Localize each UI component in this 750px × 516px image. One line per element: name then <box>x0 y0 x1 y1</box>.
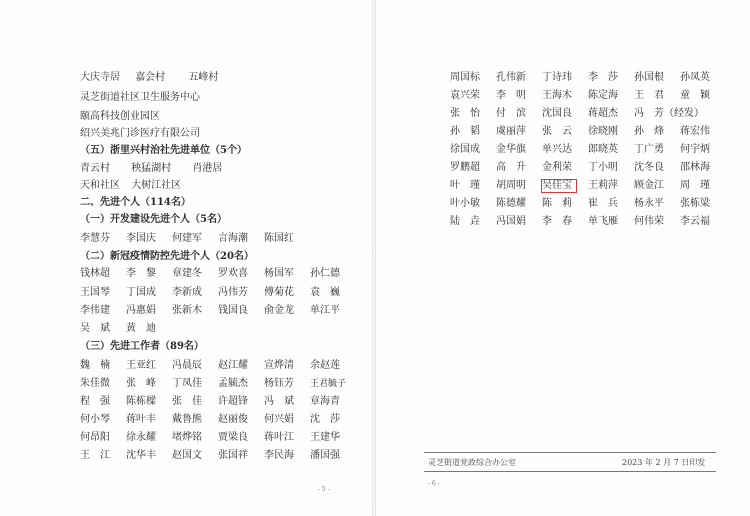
person-name: 郎晓英 <box>588 144 618 155</box>
person-name: 何兴娟 <box>264 414 294 425</box>
highlighted-name: 吴佳宝 <box>542 180 576 192</box>
person-name: 张 云 <box>542 126 572 137</box>
person-name: 张 佳 <box>172 396 202 407</box>
village: 嘉会村 <box>135 72 166 83</box>
person-name: 李云福 <box>680 216 710 227</box>
unit: 秧猛湖村 <box>131 163 172 174</box>
names-row <box>80 323 172 335</box>
person-name: 蒋超杰 <box>588 108 618 119</box>
names-row <box>450 144 726 156</box>
names-row <box>80 432 356 444</box>
unit: 肖港居 <box>192 163 223 174</box>
page-number: - 6 - <box>428 480 440 487</box>
person-name: 崔 兵 <box>588 198 618 209</box>
names-row <box>80 450 356 462</box>
person-name: 李新成 <box>172 287 202 298</box>
names-row <box>80 268 356 280</box>
person-name: 王海木 <box>542 90 572 101</box>
names-row <box>80 378 356 390</box>
person-name: 张国祥 <box>218 450 248 461</box>
person-name: 顾金江 <box>634 180 664 191</box>
person-name: 余赵莲 <box>310 360 340 371</box>
org-line: 绍兴美兆门诊医疗有限公司 <box>80 128 200 139</box>
names-row <box>450 180 726 192</box>
person-name: 潘国强 <box>310 450 340 461</box>
names-row <box>80 360 356 372</box>
person-name: 孟毓杰 <box>218 378 248 389</box>
person-name: 陈 莉 <box>542 198 572 209</box>
names-row <box>450 72 726 84</box>
person-name: 何小琴 <box>80 414 110 425</box>
person-name: 徐国成 <box>450 144 480 155</box>
person-name: 冯伟芳 <box>218 287 248 298</box>
person-name: 杨国军 <box>264 268 294 279</box>
person-name: 沈 莎 <box>310 414 340 425</box>
person-name: 袁 巍 <box>310 287 340 298</box>
person-name: 周 瑾 <box>680 180 710 191</box>
person-name: 傅菊花 <box>264 287 294 298</box>
left-page <box>0 0 370 516</box>
person-name: 孙凤英 <box>680 72 710 83</box>
names-row <box>80 396 356 408</box>
person-name: 李民海 <box>264 450 294 461</box>
names-row <box>80 287 356 299</box>
section-heading: （五）浙里兴村治社先进单位（5个） <box>80 145 247 156</box>
person-name: 杨永平 <box>634 198 664 209</box>
names-row <box>450 126 726 138</box>
person-name: 蒋宏伟 <box>680 126 710 137</box>
person-name: 钱国良 <box>218 305 248 316</box>
person-name: 陈国红 <box>264 233 294 244</box>
person-name: 冯 斌 <box>264 396 294 407</box>
person-name: 冯晨辰 <box>172 360 202 371</box>
person-name: 陆 垚 <box>450 216 480 227</box>
person-name: 贾梁良 <box>218 432 248 443</box>
unit: 青云村 <box>80 163 110 174</box>
person-name: 冯 芳（经发） <box>634 108 704 119</box>
person-name: 宣烨清 <box>264 360 294 371</box>
person-name: 丁诗玮 <box>542 72 572 83</box>
person-name: 冯惠娟 <box>126 305 156 316</box>
names-row <box>450 216 726 228</box>
person-name: 罗欢喜 <box>218 268 248 279</box>
names-row <box>80 414 356 426</box>
names-row <box>450 108 704 120</box>
person-name: 孔伟新 <box>496 72 526 83</box>
person-name: 王 君 <box>634 90 664 101</box>
person-name: 许超锋 <box>218 396 248 407</box>
units-row <box>80 180 181 192</box>
person-name: 言海潮 <box>218 233 248 244</box>
person-name: 魏 楠 <box>80 360 110 371</box>
section-heading: 二、先进个人（114名） <box>80 197 191 208</box>
names-row <box>450 90 726 102</box>
person-name: 赵江耀 <box>218 360 248 371</box>
person-name: 张 怡 <box>450 108 480 119</box>
person-name: 徐晓刚 <box>588 126 618 137</box>
person-name: 陈定海 <box>588 90 618 101</box>
village: 大庆寺居 <box>80 72 120 83</box>
person-name: 王莉萍 <box>588 180 618 191</box>
person-name: 陈德耀 <box>496 198 526 209</box>
person-name: 赵丽俊 <box>218 414 248 425</box>
person-name: 张 峰 <box>126 378 156 389</box>
right-page <box>378 0 748 516</box>
subsection-heading: （一）开发建设先进个人（5名） <box>80 214 227 225</box>
person-name: 沈国良 <box>542 108 572 119</box>
person-name: 金华旗 <box>496 144 526 155</box>
page-fold <box>372 0 376 516</box>
person-name: 何伟荣 <box>634 216 664 227</box>
person-name: 罗鹏超 <box>450 162 480 173</box>
person-name: 何建军 <box>172 233 202 244</box>
units-row <box>80 163 222 175</box>
person-name: 李 春 <box>542 216 572 227</box>
person-name: 章建冬 <box>172 268 202 279</box>
person-name: 付 滨 <box>496 108 526 119</box>
person-name: 朱佳微 <box>80 378 110 389</box>
person-name: 李慧芬 <box>80 233 110 244</box>
person-name: 孙 烽 <box>634 126 664 137</box>
person-name: 丁广勇 <box>634 144 664 155</box>
person-name: 俞金龙 <box>264 305 294 316</box>
footer-date: 2023 年 2 月 7 日印发 <box>622 458 706 467</box>
person-name: 徐永耀 <box>126 432 156 443</box>
names-row <box>450 162 726 174</box>
person-name: 虞丽萍 <box>496 126 526 137</box>
person-name: 王国琴 <box>80 287 110 298</box>
person-name: 童 颖 <box>680 90 710 101</box>
person-name: 程 强 <box>80 396 110 407</box>
person-name: 张新木 <box>172 305 202 316</box>
person-name: 孙仁德 <box>310 268 340 279</box>
page-number: - 5 - <box>318 486 330 493</box>
person-name: 叶 瑾 <box>450 180 480 191</box>
person-name: 王君毓子 <box>310 379 347 389</box>
person-name: 孙国根 <box>634 72 664 83</box>
person-name: 高 升 <box>496 162 526 173</box>
person-name: 章海青 <box>310 396 340 407</box>
names-row <box>450 198 726 210</box>
org-line: 灵芝街道社区卫生服务中心 <box>80 92 200 103</box>
org-line: 颐高科技创业园区 <box>80 111 160 122</box>
person-name: 单飞雁 <box>588 216 618 227</box>
person-name: 李 莎 <box>588 72 618 83</box>
person-name: 金利荣 <box>542 162 572 173</box>
person-name: 吴 斌 <box>80 323 110 334</box>
person-name: 邵林海 <box>680 162 710 173</box>
village: 五峰村 <box>188 72 219 83</box>
person-name: 堵烨铭 <box>172 432 202 443</box>
person-name: 王建华 <box>310 432 340 443</box>
person-name: 孙 韬 <box>450 126 480 137</box>
person-name: 何昂阳 <box>80 432 110 443</box>
person-name: 叶小敏 <box>450 198 480 209</box>
person-name: 胡周明 <box>496 180 526 191</box>
person-name: 丁小明 <box>588 162 618 173</box>
footer-rule-bottom <box>424 471 716 472</box>
person-name: 钱林超 <box>80 268 110 279</box>
person-name: 黄 迪 <box>126 323 156 334</box>
person-name: 丁国成 <box>126 287 156 298</box>
subsection-heading: （三）先进工作者（89名） <box>80 341 204 352</box>
person-name: 王 江 <box>80 450 110 461</box>
villages-row <box>80 72 218 84</box>
person-name: 蒋叶江 <box>264 432 294 443</box>
person-name: 赵国文 <box>172 450 202 461</box>
footer-rule-top <box>424 452 716 453</box>
person-name: 李伟建 <box>80 305 110 316</box>
unit: 大树江社区 <box>131 180 182 191</box>
person-name: 王亚红 <box>126 360 156 371</box>
person-name: 沈冬良 <box>634 162 664 173</box>
person-name: 袁兴荣 <box>450 90 480 101</box>
person-name: 杨钰芳 <box>264 378 294 389</box>
unit: 天和社区 <box>80 180 120 191</box>
person-name: 陈栋樑 <box>126 396 156 407</box>
person-name: 单江平 <box>310 305 340 316</box>
person-name: 周国标 <box>450 72 480 83</box>
person-name: 李国庆 <box>126 233 156 244</box>
person-name: 李 黎 <box>126 268 156 279</box>
footer-org: 灵芝街道党政综合办公室 <box>428 458 516 467</box>
person-name: 丁凤佳 <box>172 378 202 389</box>
person-name: 何宇炳 <box>680 144 710 155</box>
person-name: 李 明 <box>496 90 526 101</box>
person-name: 单兴达 <box>542 144 572 155</box>
names-row <box>80 233 310 245</box>
subsection-heading: （二）新冠疫情防控先进个人（20名） <box>80 251 254 262</box>
person-name: 冯国娟 <box>496 216 526 227</box>
names-row <box>80 305 356 317</box>
person-name: 沈华丰 <box>126 450 156 461</box>
person-name: 张栋梁 <box>680 198 710 209</box>
person-name: 蒋叶丰 <box>126 414 156 425</box>
person-name: 戴鲁熊 <box>172 414 202 425</box>
